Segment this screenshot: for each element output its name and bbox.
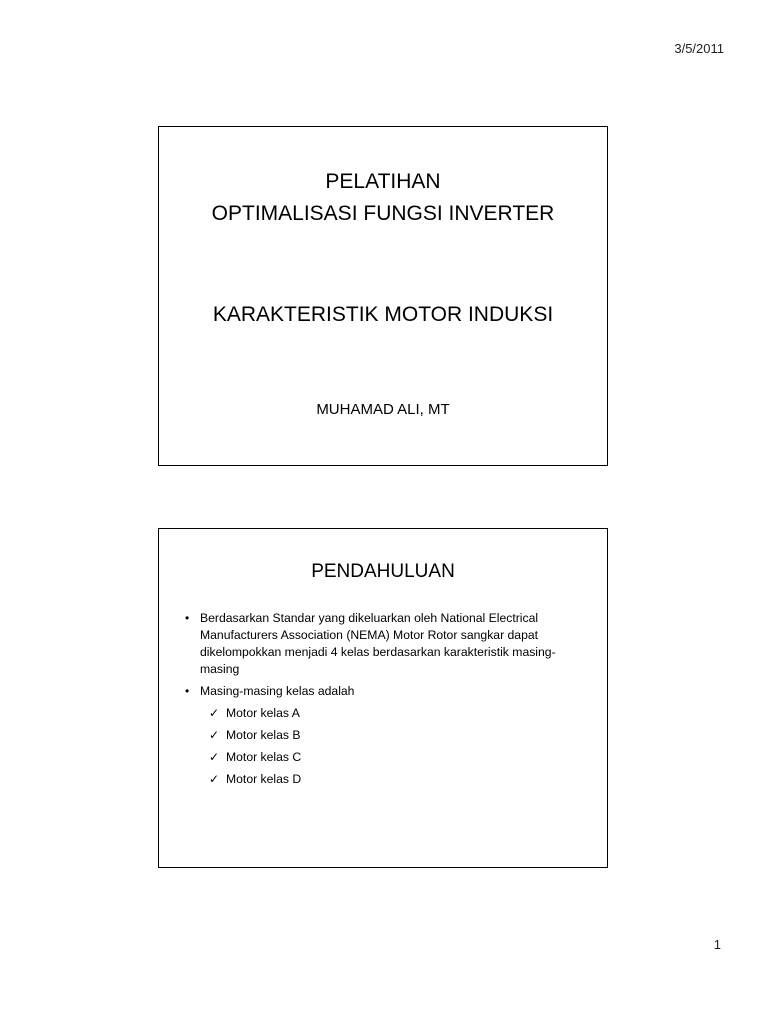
slide-title — [158, 126, 608, 466]
slide-title-line-1: PELATIHAN — [325, 170, 441, 193]
checkmark-icon: ✓ — [209, 706, 220, 720]
check-item-text: Motor kelas D — [226, 772, 302, 786]
check-item — [209, 727, 577, 744]
check-item-text: Motor kelas B — [226, 728, 301, 742]
check-item — [209, 771, 577, 788]
check-item-text: Motor kelas C — [226, 750, 302, 764]
bullet-icon: • — [185, 611, 190, 625]
slide-author: MUHAMAD ALI, MT — [316, 401, 450, 418]
slide-title-line-3: KARAKTERISTIK MOTOR INDUKSI — [212, 303, 554, 326]
bullet-item — [185, 610, 577, 678]
page-date: 3/5/2011 — [674, 41, 724, 56]
slide-heading: PENDAHULUAN — [311, 561, 455, 582]
check-item-text: Motor kelas A — [226, 706, 300, 720]
page-number: 1 — [713, 937, 721, 952]
check-item — [209, 749, 577, 766]
slide-introduction — [158, 528, 608, 868]
bullet-item — [185, 683, 577, 700]
slide-title-line-2: OPTIMALISASI FUNGSI INVERTER — [211, 202, 555, 225]
check-item — [209, 705, 577, 722]
bullet-text: Masing-masing kelas adalah — [200, 684, 355, 698]
checkmark-icon: ✓ — [209, 750, 220, 764]
slide-content — [185, 610, 577, 793]
bullet-text: Berdasarkan Standar yang dikeluarkan oleh National Electrical Manufacturers Association (NEMA) Motor Rotor sangkar dapat dikelompokkan menjadi 4 kelas berdasarkan karakteristik masing-masing — [200, 611, 556, 676]
checkmark-icon: ✓ — [209, 728, 220, 742]
bullet-icon: • — [185, 684, 190, 698]
checkmark-icon: ✓ — [209, 772, 220, 786]
